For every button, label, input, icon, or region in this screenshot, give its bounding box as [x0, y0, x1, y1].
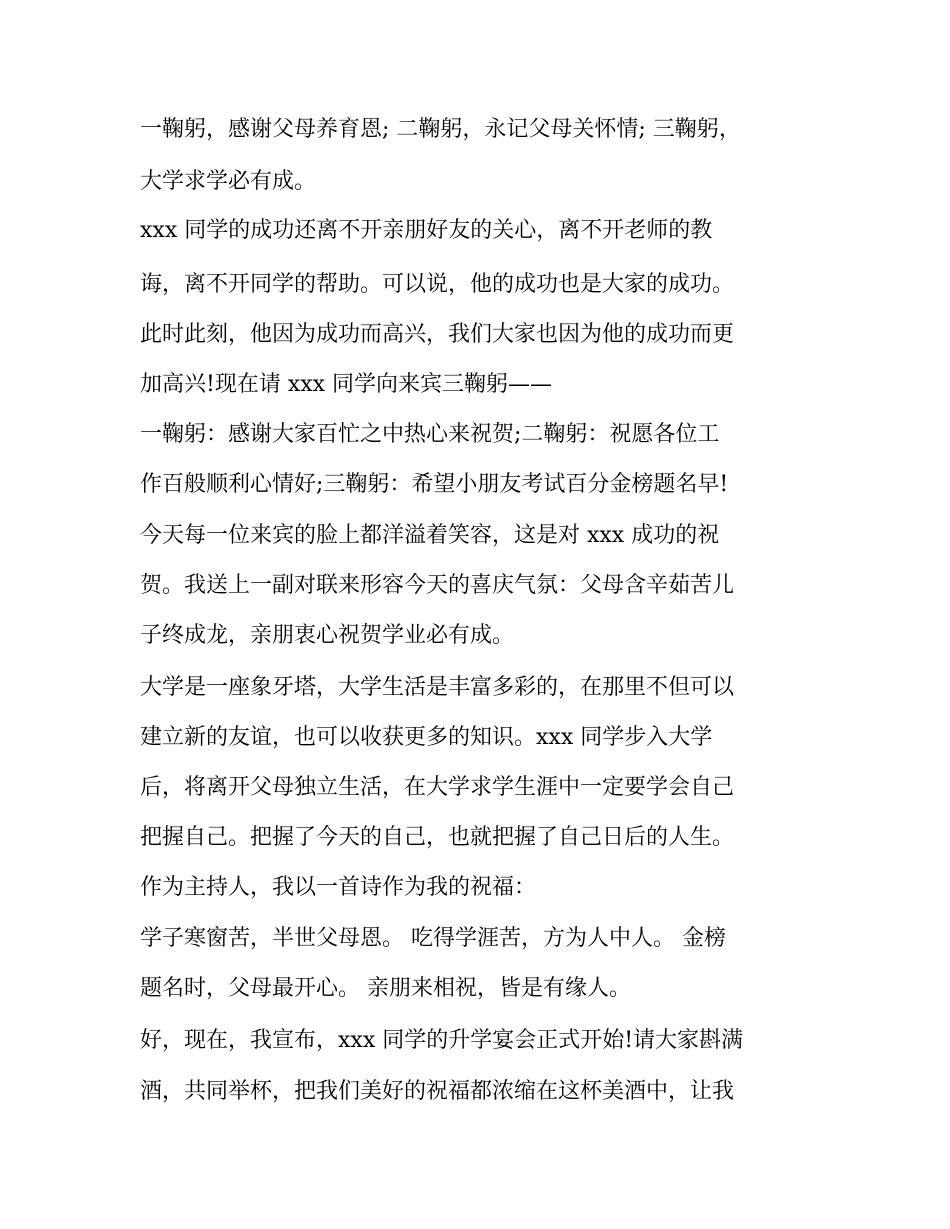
text-line: 后，将离开父母独立生活，在大学求学生涯中一定要学会自己 [140, 775, 735, 800]
text-line: 好，现在，我宣布，xxx 同学的升学宴会正式开始!请大家斟满 [140, 1028, 744, 1053]
text-line: 诲，离不开同学的帮助。可以说，他的成功也是大家的成功。 [140, 272, 735, 297]
text-line: 酒，共同举杯，把我们美好的祝福都浓缩在这杯美酒中，让我 [140, 1079, 735, 1104]
text-line: 此时此刻，他因为成功而高兴，我们大家也因为他的成功而更 [140, 322, 735, 347]
text-line: 作百般顺利心情好;三鞠躬：希望小朋友考试百分金榜题名早! [140, 472, 729, 497]
text-line: 学子寒窗苦，半世父母恩。 吃得学涯苦，方为人中人。 金榜 [140, 926, 726, 951]
text-line: 题名时，父母最开心。 亲朋来相祝，皆是有缘人。 [140, 976, 631, 1001]
text-line: 作为主持人，我以一首诗作为我的祝福： [140, 875, 537, 900]
text-line: 加高兴!现在请 xxx 同学向来宾三鞠躬—— [140, 372, 553, 397]
text-line: 大学求学必有成。 [140, 169, 317, 194]
text-line: 一鞠躬：感谢大家百忙之中热心来祝贺;二鞠躬：祝愿各位工 [140, 422, 720, 447]
text-line: 贺。我送上一副对联来形容今天的喜庆气氛：父母含辛茹苦儿 [140, 573, 735, 598]
text-line: 大学是一座象牙塔，大学生活是丰富多彩的，在那里不但可以 [140, 675, 735, 700]
text-line: 一鞠躬，感谢父母养育恩; 二鞠躬，永记父母关怀情; 三鞠躬， [140, 117, 741, 142]
text-line: 今天每一位来宾的脸上都洋溢着笑容，这是对 xxx 成功的祝 [140, 523, 720, 548]
text-line: 建立新的友谊，也可以收获更多的知识。xxx 同学步入大学 [140, 725, 713, 750]
text-line: 把握自己。把握了今天的自己，也就把握了自己日后的人生。 [140, 825, 735, 850]
text-line: xxx 同学的成功还离不开亲朋好友的关心，离不开老师的教 [140, 218, 713, 243]
text-line: 子终成龙，亲朋衷心祝贺学业必有成。 [140, 623, 515, 648]
